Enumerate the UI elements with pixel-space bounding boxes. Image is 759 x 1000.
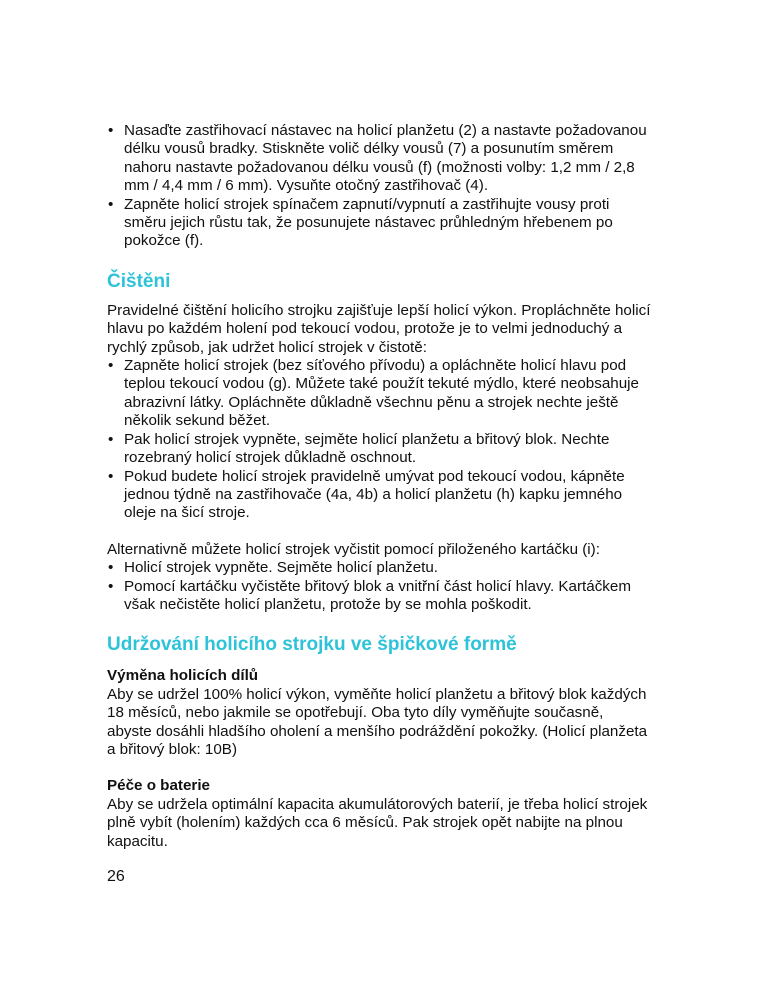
trimmer-instructions-list [107, 122, 652, 251]
spacer [107, 523, 652, 541]
battery-care-text: Aby se udržela optimální kapacita akumulátorových baterií, je třeba holicí strojek plně vybít (holením) každých cca 6 měsíců. Pak strojek opět nabijte na plnou kapacitu. [107, 795, 648, 850]
page-number: 26 [107, 868, 125, 885]
cleaning-heading: Čištěni [107, 270, 171, 292]
list-item: • Zapněte holicí strojek spínačem zapnutí/vypnutí a zastřihujte vousy proti směru jejich růstu tak, že posunujete nástavec průhledným hřebenem po pokožce (f). [107, 196, 652, 251]
list-item: • Holicí strojek vypněte. Sejměte holicí planžetu. [107, 559, 652, 577]
cleaning-intro: Pravidelné čištění holicího strojku zajišťuje lepší holicí výkon. Propláchněte holicí hlavu po každém holení pod tekoucí vodou, protože je to velmi jednoduchý a rychlý způsob, jak udržet holicí strojek v čistotě: [107, 301, 651, 356]
battery-care-heading: Péče o baterie [107, 777, 210, 795]
list-item: • Pomocí kartáčku vyčistěte břitový blok a vnitřní část holicí hlavy. Kartáčkem však nečistěte holicí planžetu, protože by se mohla poškodit. [107, 578, 652, 615]
brush-cleaning-intro: Alternativně můžete holicí strojek vyčistit pomocí přiloženého kartáčku (i): [107, 540, 600, 558]
cleaning-list [107, 357, 652, 523]
list-item: • Pokud budete holicí strojek pravidelně umývat pod tekoucí vodou, kápněte jednou týdně na zastřihovače (4a, 4b) a holicí planžetu (h) kapku jemného oleje na šicí stroje. [107, 468, 652, 523]
list-item: • Pak holicí strojek vypněte, sejměte holicí planžetu a břitový blok. Nechte rozebraný holicí strojek důkladně oschnout. [107, 431, 652, 468]
parts-replacement-heading: Výměna holicích dílů [107, 667, 259, 685]
parts-replacement-text: Aby se udržel 100% holicí výkon, vyměňte holicí planžetu a břitový blok každých 18 měsíců, nebo jakmile se opotřebují. Oba tyto díly vyměňujte současně, abyste dosáhli hladšího oholení a menšího podráždění pokožky. (Holicí planžeta a břitový blok: 10B) [107, 685, 648, 758]
list-item: • Zapněte holicí strojek (bez síťového přívodu) a opláchněte holicí hlavu pod teplou tekoucí vodou (g). Můžete také použít tekuté mýdlo, které neobsahuje abrazivní látky. Opláchněte důkladně všechnu pěnu a strojek nechte ještě několik sekund běžet. [107, 357, 652, 431]
page-content [107, 122, 652, 851]
brush-cleaning-list [107, 559, 652, 614]
maintenance-heading: Udržování holicího strojku ve špičkové formě [107, 634, 517, 656]
list-item: • Nasaďte zastřihovací nástavec na holicí planžetu (2) a nastavte požadovanou délku vousů bradky. Stiskněte volič délky vousů (7) a posunutím směrem nahoru nastavte požadovanou délku vousů (f) (možnosti volby: 1,2 mm / 2,8 mm / 4,4 mm / 6 mm). Vysuňte otočný zastřihovač (4). [107, 122, 652, 196]
